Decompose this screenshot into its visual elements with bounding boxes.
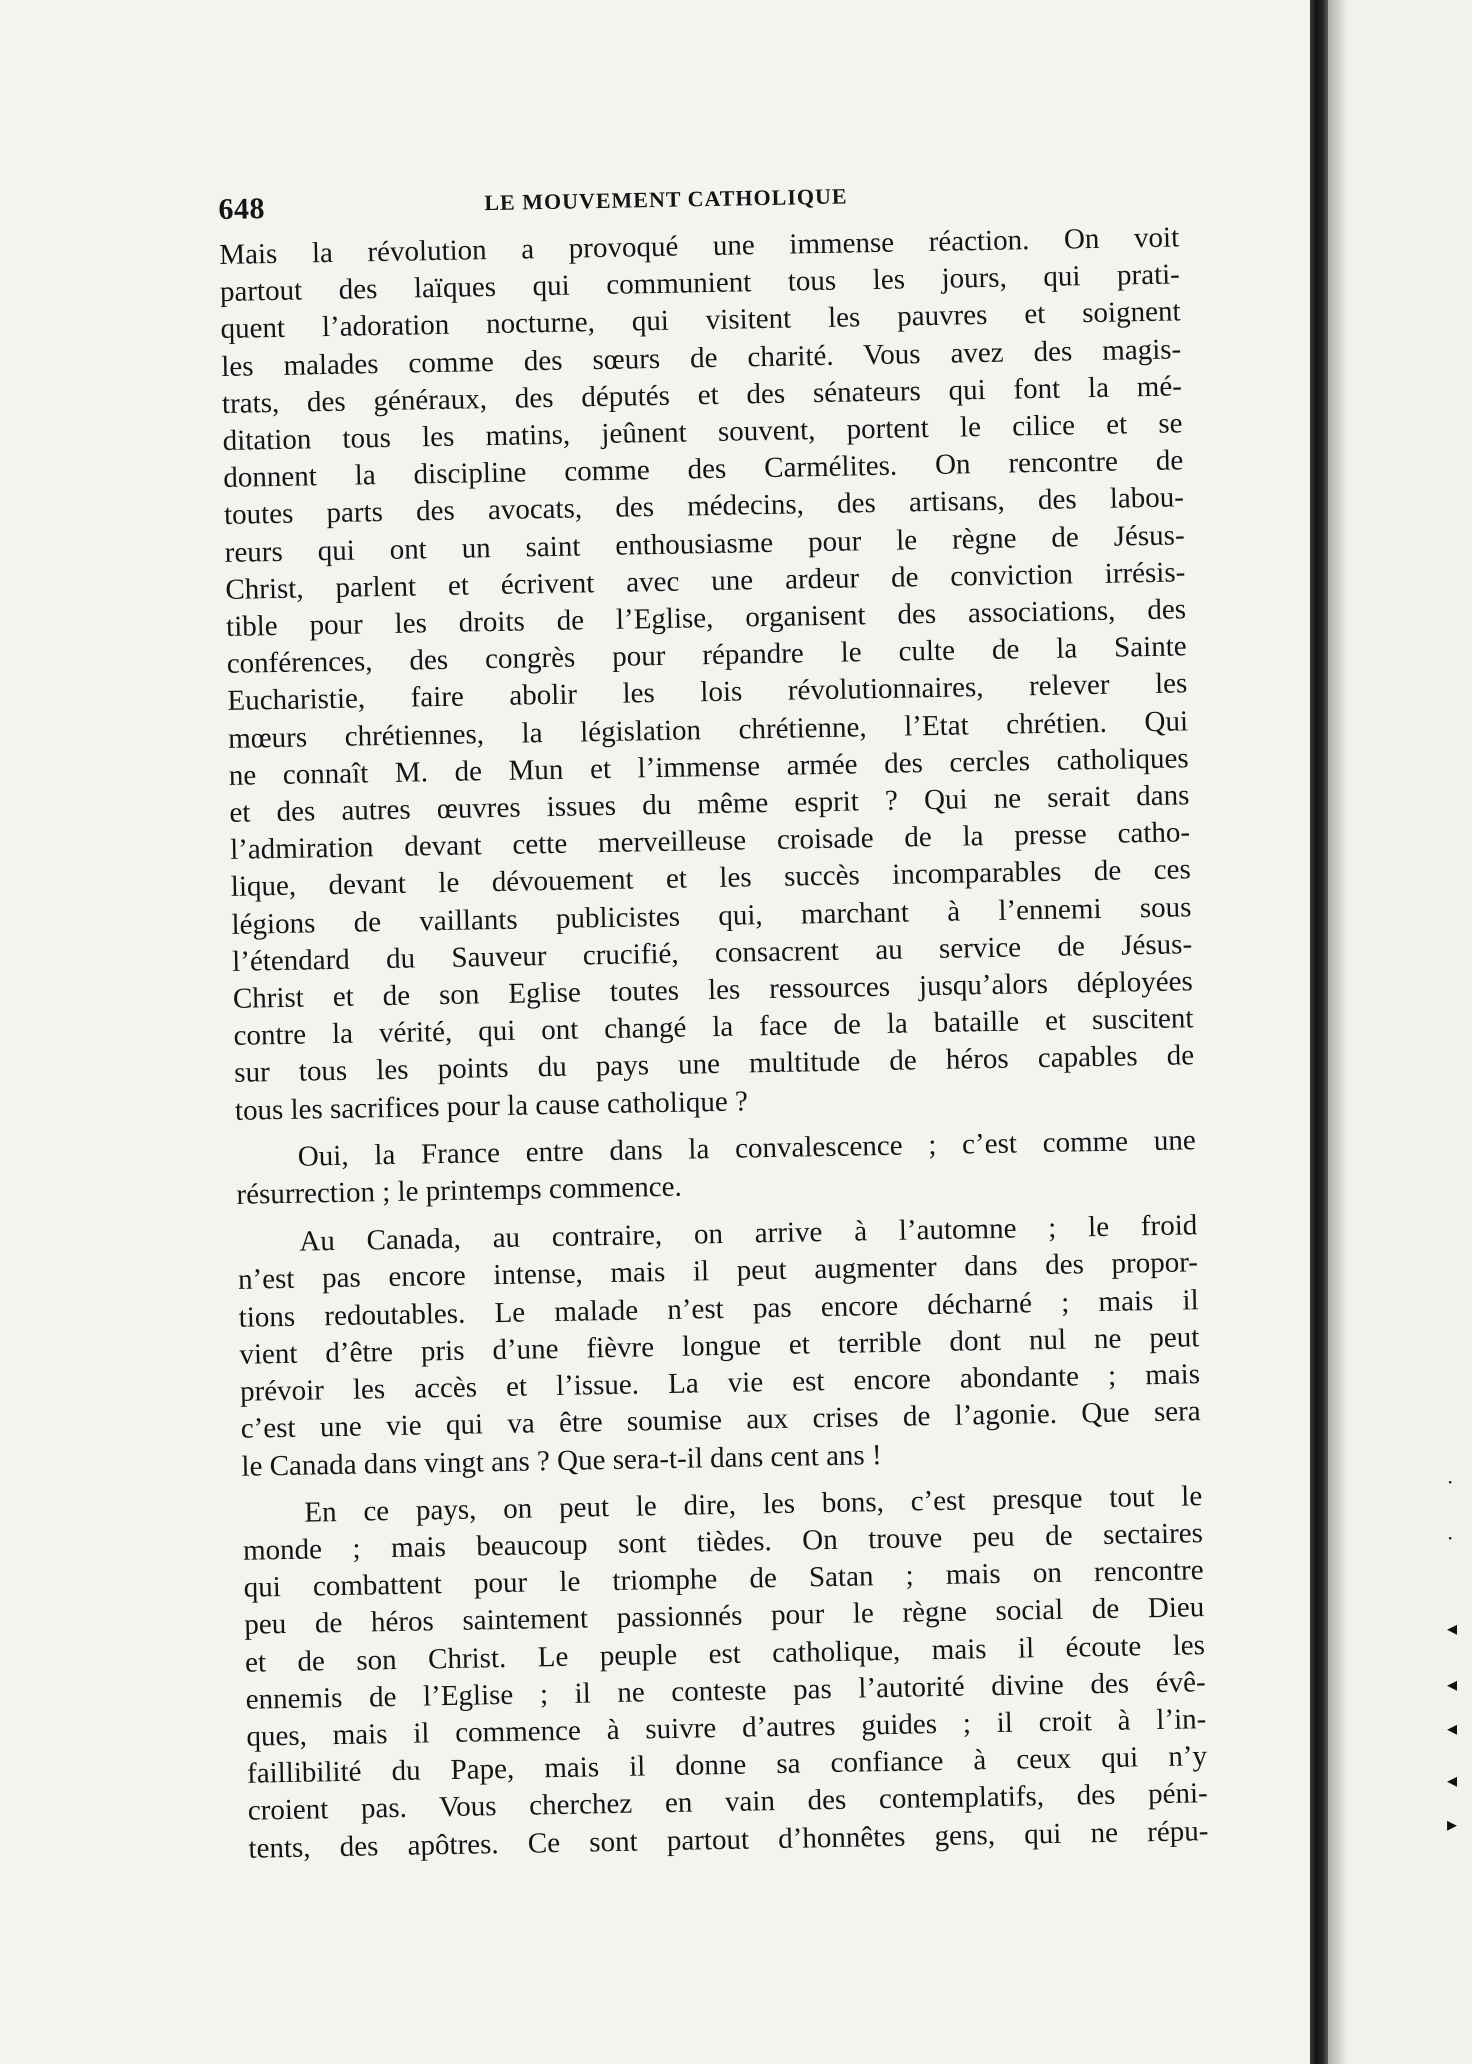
paragraph-line: l’étendard du Sauveur crucifié, consacrent au service de Jésus- (231, 928, 1193, 978)
scan-edge-mark: ◂ (1447, 1616, 1458, 1640)
adjacent-page-edge (1328, 0, 1472, 2064)
paragraph-line: prévoir les accès et l’issue. La vie est encore abondante ; mais (239, 1358, 1201, 1408)
paragraph-line: contre la vérité, qui ont changé la face de la bataille et suscitent (233, 1002, 1194, 1053)
paragraph-line: l’admiration devant cette merveilleuse croisade de la presse catho- (229, 816, 1191, 867)
paragraph-line: quent l’adoration nocturne, qui visitent les pauvres et soignent (220, 295, 1181, 346)
paragraph-line: Mais la révolution a provoqué une immense réaction. On voit (218, 221, 1180, 271)
paragraph-line: faillibilité du Pape, mais il donne sa confiance à ceux qui n’y (246, 1740, 1208, 1790)
paragraph-line: ne connaît M. de Mun et l’immense armée des cercles catholiques (228, 742, 1189, 792)
page-number: 648 (218, 192, 266, 226)
paragraph-line: Au Canada, au contraire, on arrive à l’automne ; le froid (299, 1209, 1198, 1258)
paragraph-line: ditation tous les matins, jeûnent souvent, portent le cilice et se (222, 407, 1183, 457)
paragraph-line: et de son Christ. Le peuple est catholique, mais il écoute les (244, 1628, 1206, 1679)
paragraph-line: conférences, des congrès pour répandre le culte de la Sainte (226, 630, 1187, 681)
paragraph-line: peu de héros saintement passionnés pour le règne social de Dieu (244, 1591, 1205, 1642)
paragraph-line: mœurs chrétiennes, la législation chrétienne, l’Etat chrétien. Qui (227, 704, 1189, 755)
paragraph-3 (237, 1208, 1202, 1486)
paragraph-line: tions redoutables. Le malade n’est pas encore décharné ; mais il (238, 1283, 1199, 1334)
paragraph-line: n’est pas encore intense, mais il peut augmenter dans des propor- (237, 1246, 1199, 1297)
paragraph-line: c’est une vie qui va être soumise aux crises de l’agonie. Que sera (240, 1395, 1201, 1446)
paragraph-line: Eucharistie, faire abolir les lois révolutionnaires, relever les (227, 667, 1188, 718)
paragraph-line: résurrection ; le printemps commence. (236, 1170, 683, 1211)
paragraph-line: trats, des généraux, des députés et des sénateurs qui font la mé- (221, 370, 1183, 420)
paragraph-1 (219, 219, 1195, 1129)
scan-edge-mark: · (1447, 1470, 1454, 1494)
scan-edge-mark: · (1447, 1526, 1454, 1550)
scan-edge-mark: ◂ (1447, 1768, 1458, 1792)
paragraph-line: monde ; mais beaucoup sont tièdes. On trouve peu de sectaires (242, 1517, 1204, 1567)
paragraph-line: lique, devant le dévouement et les succès incomparables de ces (230, 853, 1192, 904)
paragraph-line: le Canada dans vingt ans ? Que sera-t-il dans cent ans ! (241, 1438, 882, 1483)
paragraph-line: qui combattent pour le triomphe de Satan ; mais on rencontre (243, 1554, 1204, 1604)
paragraph-line: croient pas. Vous cherchez en vain des contemplatifs, des péni- (247, 1777, 1208, 1828)
paragraph-line: Oui, la France entre dans la convalescence ; c’est comme une (297, 1124, 1196, 1173)
page-text-block (218, 167, 1209, 1867)
paragraph-line: reurs qui ont un saint enthousiasme pour le règne de Jésus- (224, 518, 1185, 569)
paragraph-line: vient d’être pris d’une fièvre longue et terrible dont nul ne peut (239, 1321, 1200, 1371)
paragraph-line: légions de vaillants publicistes qui, marchant à l’ennemi sous (231, 890, 1192, 941)
scan-edge-mark: ◂ (1447, 1716, 1458, 1740)
paragraph-line: Christ, parlent et écrivent avec une ardeur de conviction irrésis- (225, 556, 1186, 606)
paragraph-line: En ce pays, on peut le dire, les bons, c’est presque tout le (304, 1479, 1203, 1529)
paragraph-line: ques, mais il commence à suivre d’autres guides ; il croit à l’in- (246, 1703, 1207, 1753)
paragraph-line: et des autres œuvres issues du même esprit ? Qui ne serait dans (229, 779, 1190, 829)
paragraph-line: ennemis de l’Eglise ; il ne conteste pas l’autorité divine des évê- (245, 1665, 1206, 1716)
paragraph-line: toutes parts des avocats, des médecins, des artisans, des labou- (223, 481, 1185, 532)
paragraph-4 (242, 1478, 1209, 1868)
scan-edge-mark: ▸ (1447, 1812, 1458, 1836)
paragraph-line: tible pour les droits de l’Eglise, organisent des associations, des (225, 593, 1187, 643)
paragraph-line: sur tous les points du pays une multitude de héros capables de (233, 1039, 1195, 1090)
scan-edge-mark: ◂ (1447, 1672, 1458, 1696)
paragraph-line: tents, des apôtres. Ce sont partout d’honnêtes gens, qui ne répu- (248, 1814, 1209, 1865)
page-gutter (1310, 0, 1328, 2064)
paragraph-line: les malades comme des sœurs de charité. Vous avez des magis- (221, 332, 1182, 383)
paragraph-line: Christ et de son Eglise toutes les ressources jusqu’alors déployées (232, 965, 1194, 1015)
running-head: LE MOUVEMENT CATHOLIQUE (484, 183, 848, 216)
paragraph-line: donnent la discipline comme des Carmélites. On rencontre de (223, 444, 1184, 495)
paragraph-2 (235, 1122, 1196, 1214)
paragraph-line: partout des laïques qui communient tous les jours, qui prati- (219, 258, 1181, 309)
paragraph-line: tous les sacrifices pour la cause catholique ? (234, 1085, 749, 1127)
adjacent-page-shadow (1328, 0, 1348, 2064)
